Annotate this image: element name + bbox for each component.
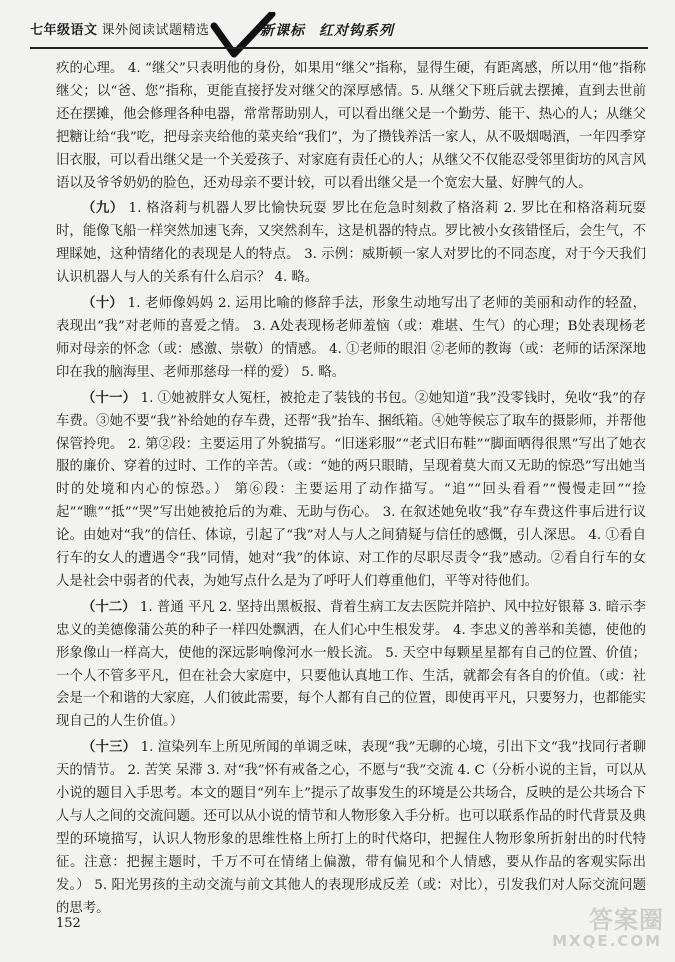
answer-paragraph (56, 58, 646, 195)
answer-paragraph (56, 596, 646, 734)
section-heading: （十三） (82, 739, 137, 756)
section-heading: （十） (82, 295, 124, 312)
header-divider (30, 47, 648, 49)
answer-paragraph (56, 197, 646, 290)
section-heading: （九） (82, 200, 124, 217)
section-body: 1. 普通 平凡 2. 坚持出黑板报、背着生病工友去医院并陪护、风中拉好银幕 3. 暗示李忠义的美德像蒲公英的种子一样四处飘洒，在人们心中生根发芽。 4. 李忠义的善举和美德，使他的形象像山一样高大，使他的深远影响像河水一般长流。 5. 天空中每颗星星都有自己的位置、价值；一个人不管多平凡，但在社会大家庭中，只要他认真地工作、生活，就都会有各自的价值。（或：社会是一个和谐的大家庭，人们彼此需要，每个人都有自己的位置，即使再平凡，只要努力，也都能实现自己的人生价值。） (56, 599, 647, 730)
answer-content (56, 58, 646, 923)
page-number: 152 (56, 916, 81, 931)
section-body: 1. 渲染列车上所见所闻的单调乏味，表现“我”无聊的心境，引出下文“我”找同行者聊天的情节。 2. 苦笑 呆滞 3. 对“我”怀有戒备之心，不愿与“我”交流 4. C（分析小说的主旨，可以从小说的题目入手思考。本文的题目“列车上”提示了故事发生的环境是公共场合，反映的是公共场合下人与人之间的交流问题。还可以从小说的情节和人物形象入手分析。也可以联系作品的时代背景及典型的环境描写，认识人物形象的思维性格上所打上的时代烙印，把握住人物形象所折射出的时代特征。注意：把握主题时，千万不可在情绪上偏激，带有偏见和个人情感，要从作品的客观实际出发。） 5. 阳光男孩的主动交流与前文其他人的表现形成反差（或：对比），引发我们对人际交流问题的思考。 (56, 740, 647, 916)
section-heading: （十二） (82, 598, 136, 615)
header-tag-series: 红对钩系列 (319, 23, 394, 39)
section-body: 疚的心理。 4. “继父”只表明他的身份，如果用“继父”指称，显得生硬，有距离感，所以用“他”指称继父；以“爸、您”指称，更能直接抒发对继父的深厚感情。5. 从继父下班后就去摆摊，直到去世前还在摆摊，他会修理各种电器，常常帮助别人，可以看出继父是一个勤劳、能干、热心的人；从继父把糖让给“我”吃，把母亲夹给他的菜夹给“我们”，为了攒钱养活一家人，从不吸烟喝酒，一年四季穿旧衣服，可以看出继父是一个关爱孩子、对家庭有责任心的人；从继父不仅能忍受邻里街坊的风言风语以及爷爷奶奶的脸色，还劝母亲不要计较，可以看出继父是一个宽宏大量、好脾气的人。 (56, 61, 646, 191)
header-series (30, 18, 210, 44)
answer-paragraph (56, 387, 646, 594)
watermark-text: 答案圈 (589, 906, 664, 934)
page-header (30, 18, 645, 48)
watermark-logo (540, 900, 670, 960)
section-body: 1. 格洛莉与机器人罗比愉快玩耍 罗比在危急时刻救了格洛莉 2. 罗比在和格洛莉玩耍时，能像飞船一样突然加速飞奔，又突然刹车，这是机器的特点。罗比被小女孩错怪后，会生气，不理睬她，这种情绪化的表现是人的特点。 3. 示例：威斯顿一家人对罗比的不同态度，对于今天我们认识机器人与人的关系有什么启示？ 4. 略。 (56, 201, 646, 286)
answer-paragraph (56, 292, 646, 385)
section-body: 1. 老师像妈妈 2. 运用比喻的修辞手法，形象生动地写出了老师的美丽和动作的轻盈，表现出“我”对老师的喜爱之情。 3. A处表现杨老师羞恼（或：难堪、生气）的心理；B处表现杨老师对母亲的怀念（或：感激、崇敬）的情感。 4. ①老师的眼泪 ②老师的教诲（或：老师的话深深地印在我的脑海里、老师那慈母一样的爱） 5. 略。 (56, 296, 646, 380)
answer-paragraph (56, 736, 646, 920)
header-tag-curriculum: 新课标 (260, 23, 305, 39)
header-tags (260, 18, 408, 44)
section-body: 1. ①她被胖女人冤枉，被抢走了装钱的书包。②她知道“我”没零钱时，免收“我”的存车费。③她不要“我”补给她的存车费，还帮“我”抬车、捆纸箱。④她等候忘了取车的摄影师，并帮他保管拎兜。 2. 第②段：主要运用了外貌描写。“旧迷彩服”“老式旧布鞋”“脚面晒得很黑”写出了她衣服的廉价、穿着的过时、工作的辛苦。（或：“她的两只眼睛，呈现着莫大而又无助的惊恐”写出她当时的处境和内心的惊恐。） 第⑥段：主要运用了动作描写。“追”“回头看看”“慢慢走回”“捡起”“瞧”“抵”“哭”写出她被抢后的为难、无助与伤心。 3. 在叙述她免收“我”存车费这件事后进行议论。由她对“我”的信任、体谅，引起了“我”对人与人之间猜疑与信任的感慨，引人深思。 4. ①看自行车的女人的遭遇令“我”同情，她对“我”的体谅、对工作的尽职尽责令“我”感动。②看自行车的女人是社会中弱者的代表，为她写点什么是为了呼吁人们尊重他们，平等对待他们。 (56, 390, 647, 589)
series-subtitle: 课外阅读试题精选 (101, 23, 210, 38)
series-title: 七年级语文 (30, 23, 98, 38)
watermark-url: MXQE.COM (552, 932, 662, 950)
section-heading: （十一） (82, 389, 137, 406)
